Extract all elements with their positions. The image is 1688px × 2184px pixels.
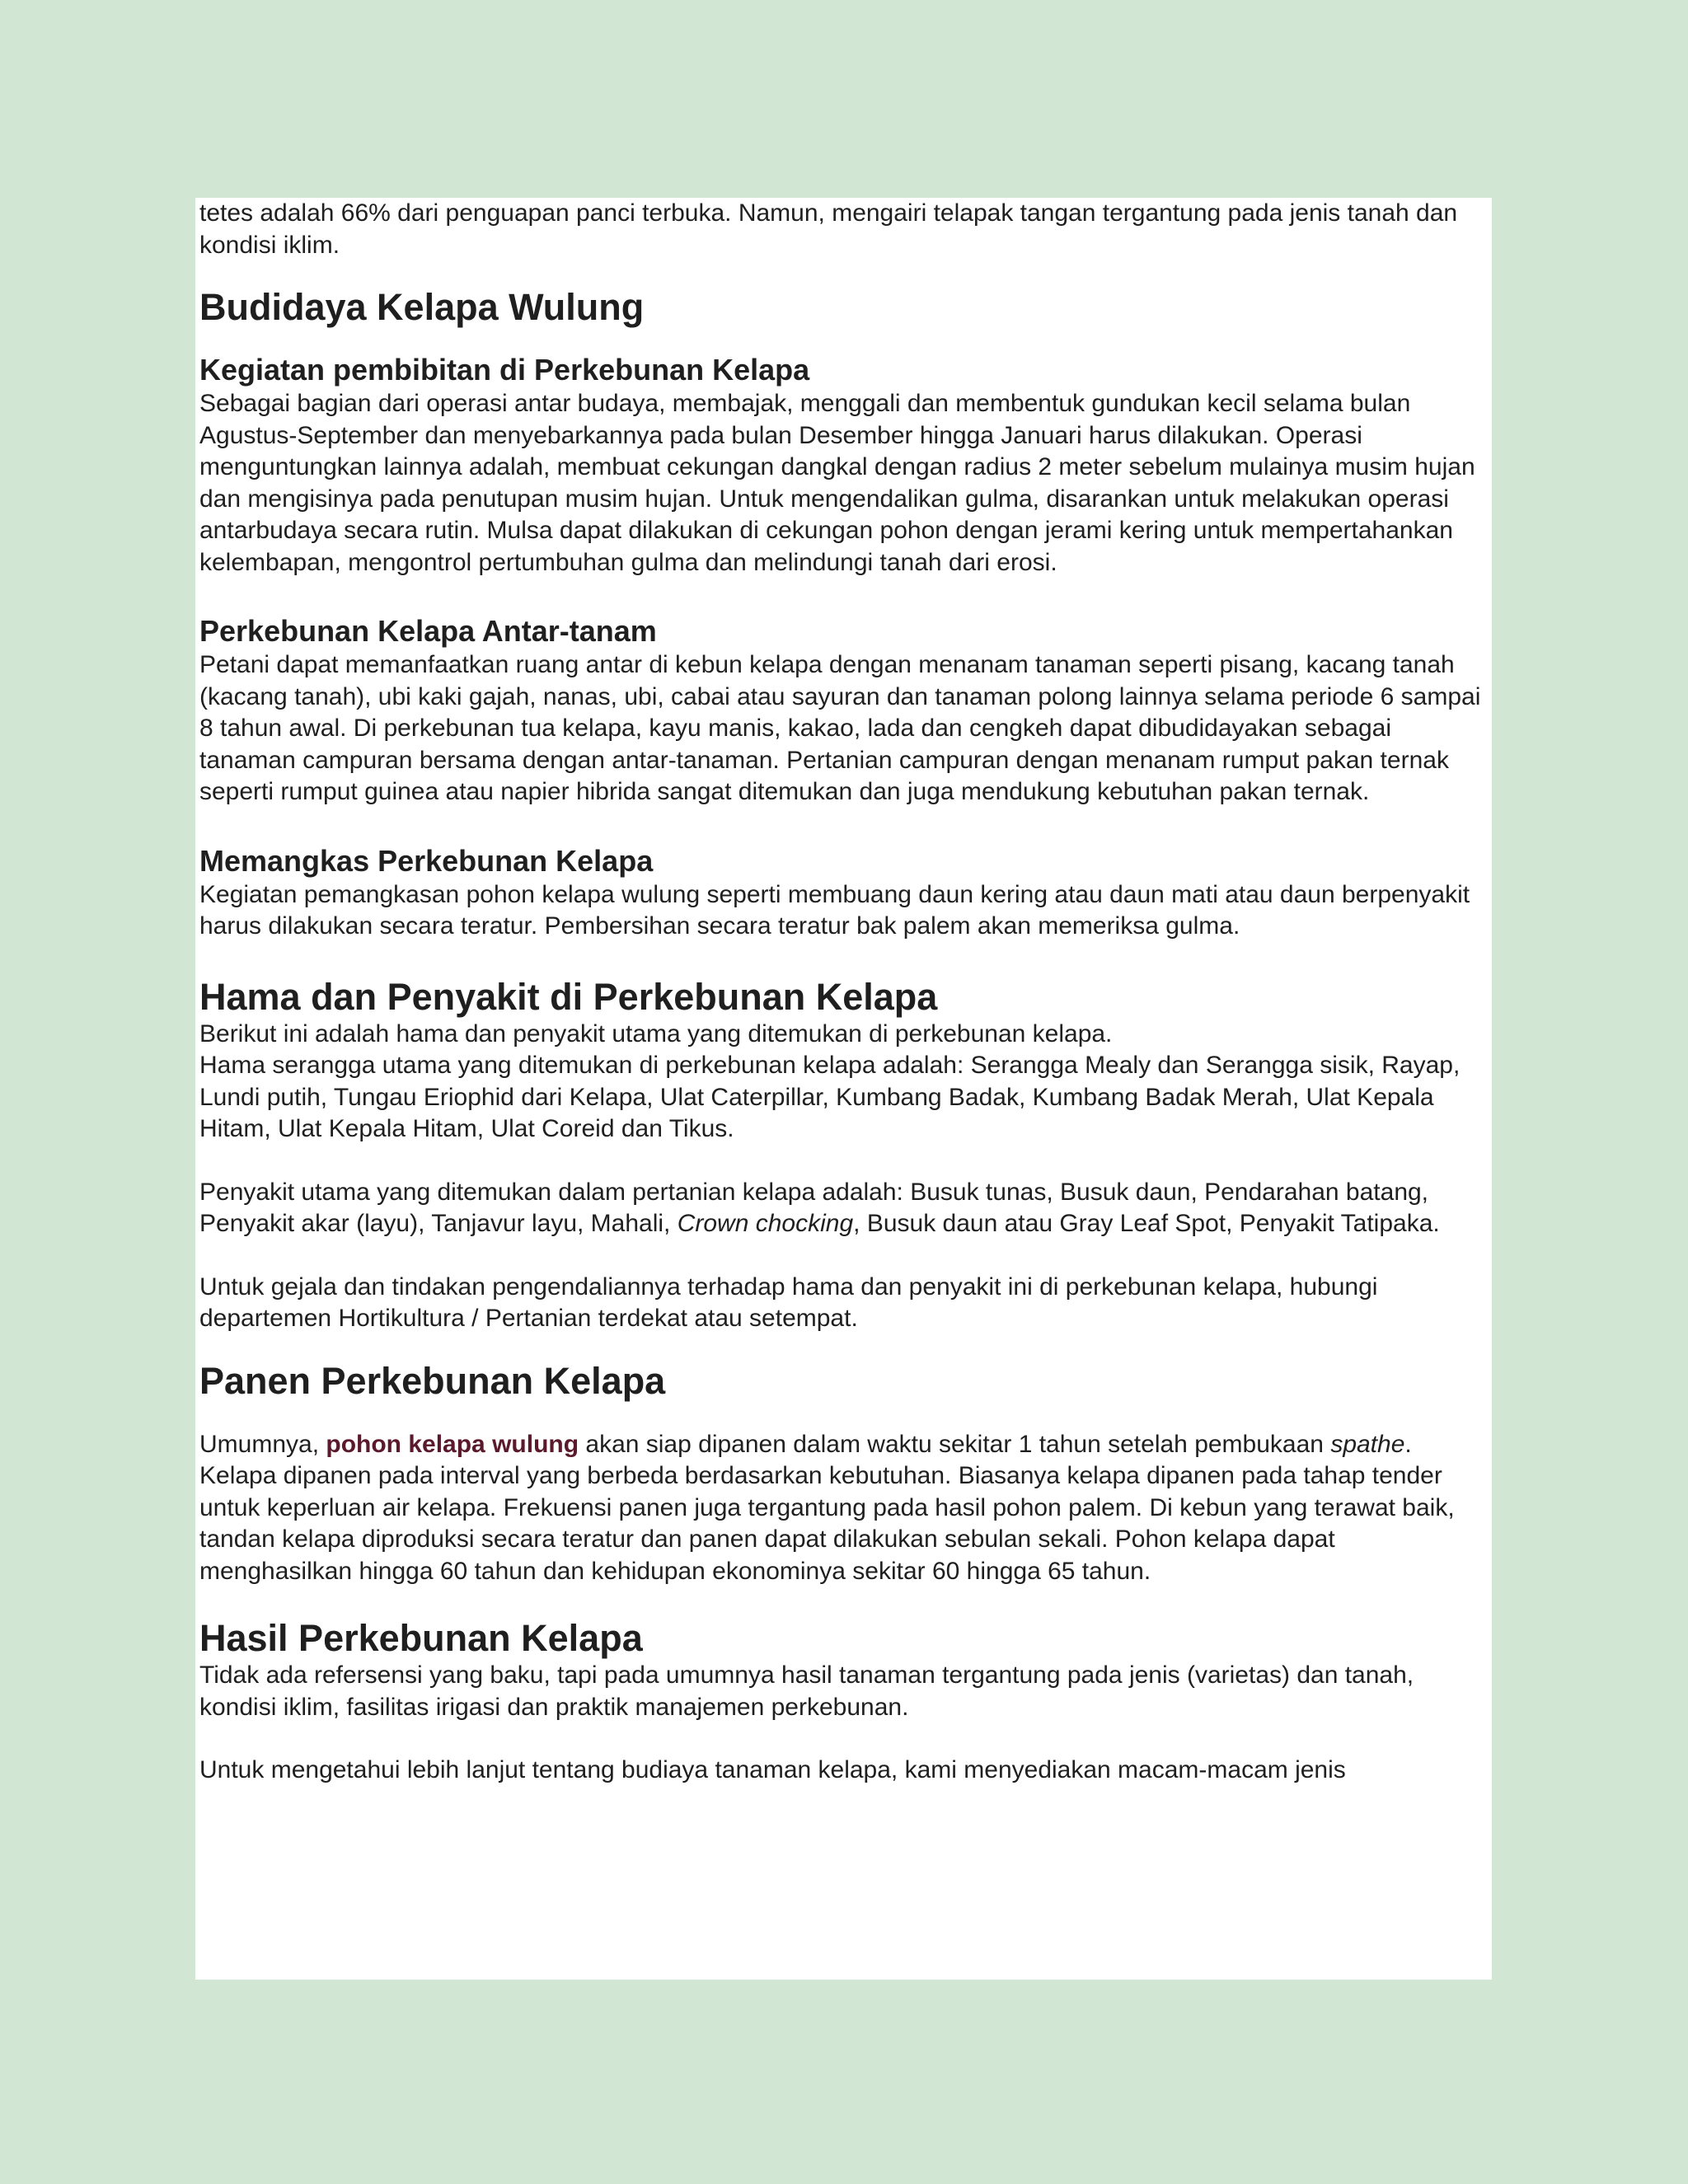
- heading-memangkas: Memangkas Perkebunan Kelapa: [199, 843, 654, 878]
- heading-pembibitan: Kegiatan pembibitan di Perkebunan Kelapa: [199, 353, 810, 387]
- antar-tanam-paragraph: Petani dapat memanfaatkan ruang antar di kebun kelapa dengan menanam tanaman seperti pisang, kacang tanah (kacang tanah), ubi kaki gajah, nanas, ubi, cabai atau sayuran dan tanaman polong lainnya selama periode 6 sampai 8 tahun awal. Di perkebunan tua kelapa, kayu manis, kakao, lada dan cengkeh dapat dibudidayakan sebagai tanaman campuran bersama dengan antar-tanaman. Pertanian campuran dengan menanam rumput pakan ternak seperti rumput guinea atau napier hibrida sangat ditemukan dan juga mendukung kebutuhan pakan ternak.: [199, 651, 1481, 805]
- penyakit-text-italic: Crown chocking: [677, 1210, 854, 1237]
- penyakit-text-a: Penyakit utama yang ditemukan dalam pertanian kelapa adalah: Busuk tunas, Busuk daun, Pendarahan batang, Penyakit akar (layu), Tanjavur layu, Mahali,: [199, 1178, 1429, 1237]
- heading-antar-tanam: Perkebunan Kelapa Antar-tanam: [199, 614, 657, 648]
- panen-text-b: akan siap dipanen dalam waktu sekitar 1 tahun setelah pembukaan: [579, 1430, 1331, 1458]
- pohon-kelapa-wulung-link[interactable]: pohon kelapa wulung: [326, 1430, 579, 1458]
- hama-intro-line: Berikut ini adalah hama dan penyakit utama yang ditemukan di perkebunan kelapa.: [199, 1019, 1113, 1047]
- heading-panen: Panen Perkebunan Kelapa: [199, 1359, 666, 1402]
- hama-serangga-paragraph: Hama serangga utama yang ditemukan di perkebunan kelapa adalah: Serangga Mealy dan Serangga sisik, Rayap, Lundi putih, Tungau Eriophid dari Kelapa, Ulat Caterpillar, Kumbang Badak, Kumbang Badak Merah, Ulat Kepala Hitam, Ulat Kepala Hitam, Ulat Coreid dan Tikus.: [199, 1052, 1461, 1142]
- hasil-paragraph: Tidak ada refersensi yang baku, tapi pada umumnya hasil tanaman tergantung pada jenis (varietas) dan tanah, kondisi iklim, fasilitas irigasi dan praktik manajemen perkebunan.: [199, 1661, 1414, 1721]
- memangkas-paragraph: Kegiatan pemangkasan pohon kelapa wulung seperti membuang daun kering atau daun mati atau daun berpenyakit harus dilakukan secara teratur. Pembersihan secara teratur bak palem akan memeriksa gulma.: [199, 880, 1470, 940]
- heading-hama: Hama dan Penyakit di Perkebunan Kelapa: [199, 975, 938, 1018]
- heading-budidaya: Budidaya Kelapa Wulung: [199, 286, 645, 328]
- heading-hasil: Hasil Perkebunan Kelapa: [199, 1617, 643, 1659]
- penyakit-paragraph: [199, 1177, 1492, 1240]
- closing-paragraph: Untuk mengetahui lebih lanjut tentang budiaya tanaman kelapa, kami menyediakan macam-macam jenis: [199, 1756, 1346, 1783]
- panen-text-c: . Kelapa dipanen pada interval yang berbeda berdasarkan kebutuhan. Biasanya kelapa dipanen pada tahap tender untuk keperluan air kelapa. Frekuensi panen juga tergantung pada hasil pohon palem. Di kebun yang terawat baik, tandan kelapa diproduksi secara teratur dan panen dapat dilakukan sebulan sekali. Pohon kelapa dapat menghasilkan hingga 60 tahun dan kehidupan ekonominya sekitar 60 hingga 65 tahun.: [199, 1430, 1455, 1585]
- intro-paragraph: tetes adalah 66% dari penguapan panci terbuka. Namun, mengairi telapak tangan tergantung pada jenis tanah dan kondisi iklim.: [199, 199, 1458, 259]
- article-content: [195, 198, 1492, 1787]
- gejala-paragraph: Untuk gejala dan tindakan pengendaliannya terhadap hama dan penyakit ini di perkebunan kelapa, hubungi departemen Hortikultura / Pertanian terdekat atau setempat.: [199, 1272, 1378, 1332]
- pembibitan-paragraph: Sebagai bagian dari operasi antar budaya, membajak, menggali dan membentuk gundukan kecil selama bulan Agustus-September dan menyebarkannya pada bulan Desember hingga Januari harus dilakukan. Operasi menguntungkan lainnya adalah, membuat cekungan dangkal dengan radius 2 meter sebelum mulainya musim hujan dan mengisinya pada penutupan musim hujan. Untuk mengendalikan gulma, disarankan untuk melakukan operasi antarbudaya secara rutin. Mulsa dapat dilakukan di cekungan pohon dengan jerami kering untuk mempertahankan kelembapan, mengontrol pertumbuhan gulma dan melindungi tanah dari erosi.: [199, 390, 1475, 576]
- panen-text-italic: spathe: [1330, 1430, 1405, 1458]
- panen-text-a: Umumnya,: [199, 1430, 326, 1458]
- page-sheet: [195, 198, 1492, 1980]
- penyakit-text-b: , Busuk daun atau Gray Leaf Spot, Penyakit Tatipaka.: [853, 1210, 1440, 1237]
- panen-paragraph: [199, 1429, 1492, 1588]
